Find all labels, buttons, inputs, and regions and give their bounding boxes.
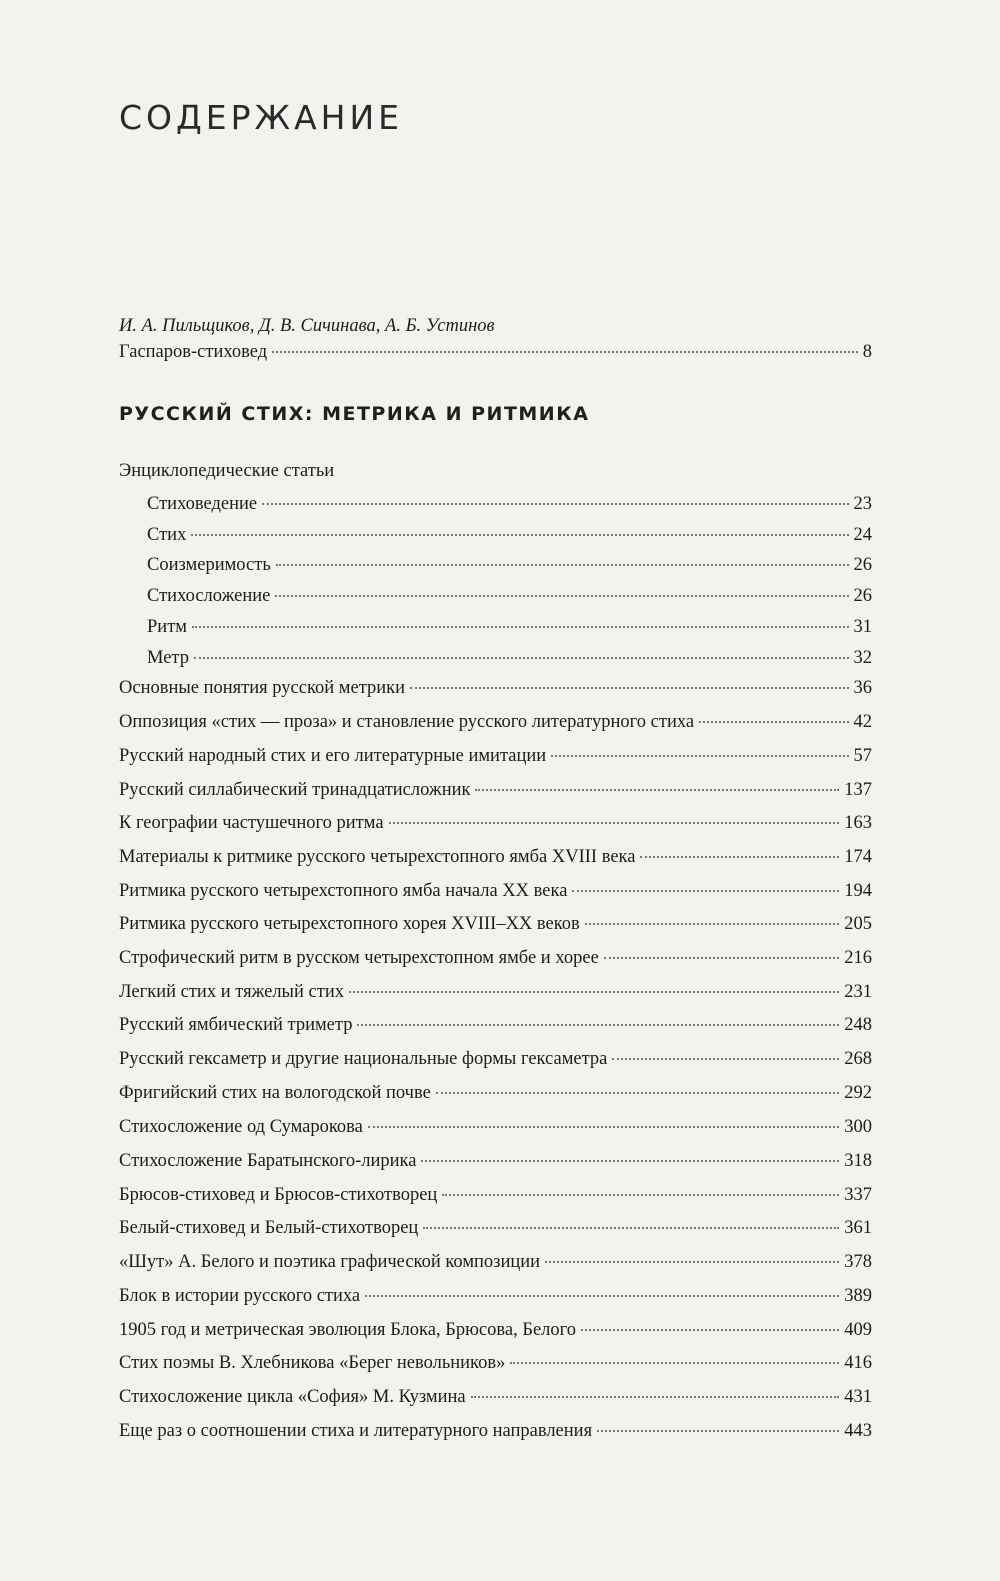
group-label: Энциклопедические статьи (119, 461, 335, 481)
toc-entry-page: 216 (844, 948, 872, 968)
leader-dots (423, 1227, 839, 1229)
toc-subentry[interactable] (147, 524, 872, 546)
toc-entry-title: Брюсов-стиховед и Брюсов-стихотворец (119, 1185, 438, 1205)
toc-subentry[interactable] (147, 554, 872, 576)
toc-entry-title: Строфический ритм в русском четырехстопном ямбе и хорее (119, 948, 599, 968)
toc-entry-page: 318 (844, 1151, 872, 1171)
toc-entry-page: 205 (844, 914, 872, 934)
toc-entry-title: Основные понятия русской метрики (119, 678, 406, 698)
leader-dots (442, 1194, 839, 1196)
toc-entry[interactable] (119, 1352, 872, 1374)
toc-entry[interactable] (119, 1048, 872, 1070)
toc-entry-title: Русский гексаметр и другие национальные формы гексаметра (119, 1049, 608, 1069)
toc-entry[interactable] (119, 1251, 872, 1273)
leader-dots (262, 503, 848, 505)
toc-entry-page: 389 (844, 1286, 872, 1306)
toc-subentry[interactable] (147, 647, 872, 669)
toc-entry-page: 26 (853, 586, 872, 606)
toc-entry-title: Стихосложение од Сумарокова (119, 1117, 363, 1137)
toc-entry-page: 26 (853, 555, 872, 575)
toc-entry-page: 248 (844, 1015, 872, 1035)
toc-entry-page: 194 (844, 881, 872, 901)
toc-entry-title: Легкий стих и тяжелый стих (119, 982, 344, 1002)
toc-entry-title: Ритм (147, 617, 187, 637)
toc-entry[interactable] (119, 981, 872, 1003)
toc-entry-title: Еще раз о соотношении стиха и литературного направления (119, 1421, 593, 1441)
toc-entry[interactable] (119, 1014, 872, 1036)
toc-entry-title: 1905 год и метрическая эволюция Блока, Брюсова, Белого (119, 1320, 577, 1340)
leader-dots (612, 1058, 839, 1060)
leader-dots (545, 1261, 839, 1263)
toc-entry-page: 163 (844, 813, 872, 833)
leader-dots (510, 1362, 839, 1364)
toc-entry-page: 42 (853, 712, 872, 732)
toc-entry[interactable] (119, 677, 872, 699)
toc-entry-title: Русский силлабический тринадцатисложник (119, 780, 471, 800)
leader-dots (272, 351, 858, 353)
toc-entry-title: Ритмика русского четырехстопного ямба начала XX века (119, 881, 568, 901)
leader-dots (421, 1160, 839, 1162)
toc-entry[interactable] (119, 880, 872, 902)
toc-entry-title: Русский народный стих и его литературные имитации (119, 746, 547, 766)
toc-entry[interactable] (119, 1217, 872, 1239)
toc-entry-title: «Шут» А. Белого и поэтика графической композиции (119, 1252, 541, 1272)
toc-entry-page: 337 (844, 1185, 872, 1205)
toc-entry[interactable] (119, 812, 872, 834)
toc-entry-page: 431 (844, 1387, 872, 1407)
leader-dots (349, 991, 839, 993)
leader-dots (192, 626, 849, 628)
toc-entry[interactable] (119, 1285, 872, 1307)
intro-authors: И. А. Пильщиков, Д. В. Сичинава, А. Б. Устинов (119, 316, 495, 336)
toc-entry[interactable] (119, 947, 872, 969)
leader-dots (436, 1092, 839, 1094)
toc-entry-title: Оппозиция «стих — проза» и становление русского литературного стиха (119, 712, 695, 732)
toc-entry[interactable] (119, 913, 872, 935)
leader-dots (194, 657, 849, 659)
leader-dots (410, 687, 848, 689)
toc-entry-page: 174 (844, 847, 872, 867)
toc-entry-page: 443 (844, 1421, 872, 1441)
toc-entry-page: 292 (844, 1083, 872, 1103)
toc-entry[interactable] (119, 1116, 872, 1138)
toc-entry[interactable] (119, 711, 872, 733)
leader-dots (597, 1430, 839, 1432)
leader-dots (275, 595, 848, 597)
toc-entry[interactable] (119, 1319, 872, 1341)
toc-entry[interactable] (119, 1150, 872, 1172)
toc-entry-page: 231 (844, 982, 872, 1002)
leader-dots (276, 564, 849, 566)
toc-entry-page: 24 (853, 525, 872, 545)
leader-dots (551, 755, 848, 757)
toc-entry-page: 31 (853, 617, 872, 637)
toc-entry-page: 409 (844, 1320, 872, 1340)
leader-dots (357, 1024, 839, 1026)
section-heading: РУССКИЙ СТИХ: МЕТРИКА И РИТМИКА (119, 403, 590, 425)
toc-entry-title: Стихосложение цикла «София» М. Кузмина (119, 1387, 466, 1407)
leader-dots (471, 1396, 840, 1398)
toc-entry-page: 268 (844, 1049, 872, 1069)
toc-entry-page: 8 (862, 342, 872, 362)
toc-entry-page: 378 (844, 1252, 872, 1272)
toc-entry-page: 137 (844, 780, 872, 800)
toc-entry-title: Стихосложение (147, 586, 271, 606)
toc-entry-title: Русский ямбический триметр (119, 1015, 353, 1035)
leader-dots (365, 1295, 839, 1297)
toc-entry-page: 32 (853, 648, 872, 668)
toc-entry[interactable] (119, 846, 872, 868)
toc-entry-title: Соизмеримость (147, 555, 271, 575)
toc-entry-intro[interactable] (119, 341, 872, 363)
toc-subentry[interactable] (147, 493, 872, 515)
toc-entry-title: К географии частушечного ритма (119, 813, 384, 833)
toc-entry-title: Фригийский стих на вологодской почве (119, 1083, 431, 1103)
toc-entry[interactable] (119, 779, 872, 801)
leader-dots (604, 957, 839, 959)
leader-dots (368, 1126, 839, 1128)
leader-dots (191, 534, 848, 536)
toc-entry-title: Гаспаров-стиховед (119, 342, 268, 362)
toc-entry-title: Белый-стиховед и Белый-стихотворец (119, 1218, 419, 1238)
leader-dots (640, 856, 839, 858)
leader-dots (585, 923, 839, 925)
toc-entry-page: 416 (844, 1353, 872, 1373)
toc-entry-title: Материалы к ритмике русского четырехстопного ямба XVIII века (119, 847, 636, 867)
toc-entry-title: Стих (147, 525, 187, 545)
toc-entry-title: Метр (147, 648, 189, 668)
toc-entry[interactable] (119, 1420, 872, 1442)
toc-entry[interactable] (119, 745, 872, 767)
toc-entry-title: Ритмика русского четырехстопного хорея XVIII–XX веков (119, 914, 580, 934)
toc-entry-page: 300 (844, 1117, 872, 1137)
toc-entry-page: 57 (853, 746, 872, 766)
leader-dots (475, 789, 839, 791)
toc-entry[interactable] (119, 1082, 872, 1104)
toc-entry-title: Стих поэмы В. Хлебникова «Берег невольников» (119, 1353, 506, 1373)
leader-dots (572, 890, 839, 892)
toc-entry-title: Блок в истории русского стиха (119, 1286, 361, 1306)
toc-entry[interactable] (119, 1184, 872, 1206)
leader-dots (699, 721, 848, 723)
toc-entry[interactable] (119, 1386, 872, 1408)
toc-entry-page: 36 (853, 678, 872, 698)
toc-subentry[interactable] (147, 616, 872, 638)
toc-entry-title: Стиховедение (147, 494, 258, 514)
page-title: СОДЕРЖАНИЕ (119, 98, 404, 137)
toc-entry-page: 361 (844, 1218, 872, 1238)
toc-subentry[interactable] (147, 585, 872, 607)
leader-dots (581, 1329, 839, 1331)
toc-entry-title: Стихосложение Баратынского-лирика (119, 1151, 417, 1171)
toc-entry-page: 23 (853, 494, 872, 514)
leader-dots (389, 822, 840, 824)
